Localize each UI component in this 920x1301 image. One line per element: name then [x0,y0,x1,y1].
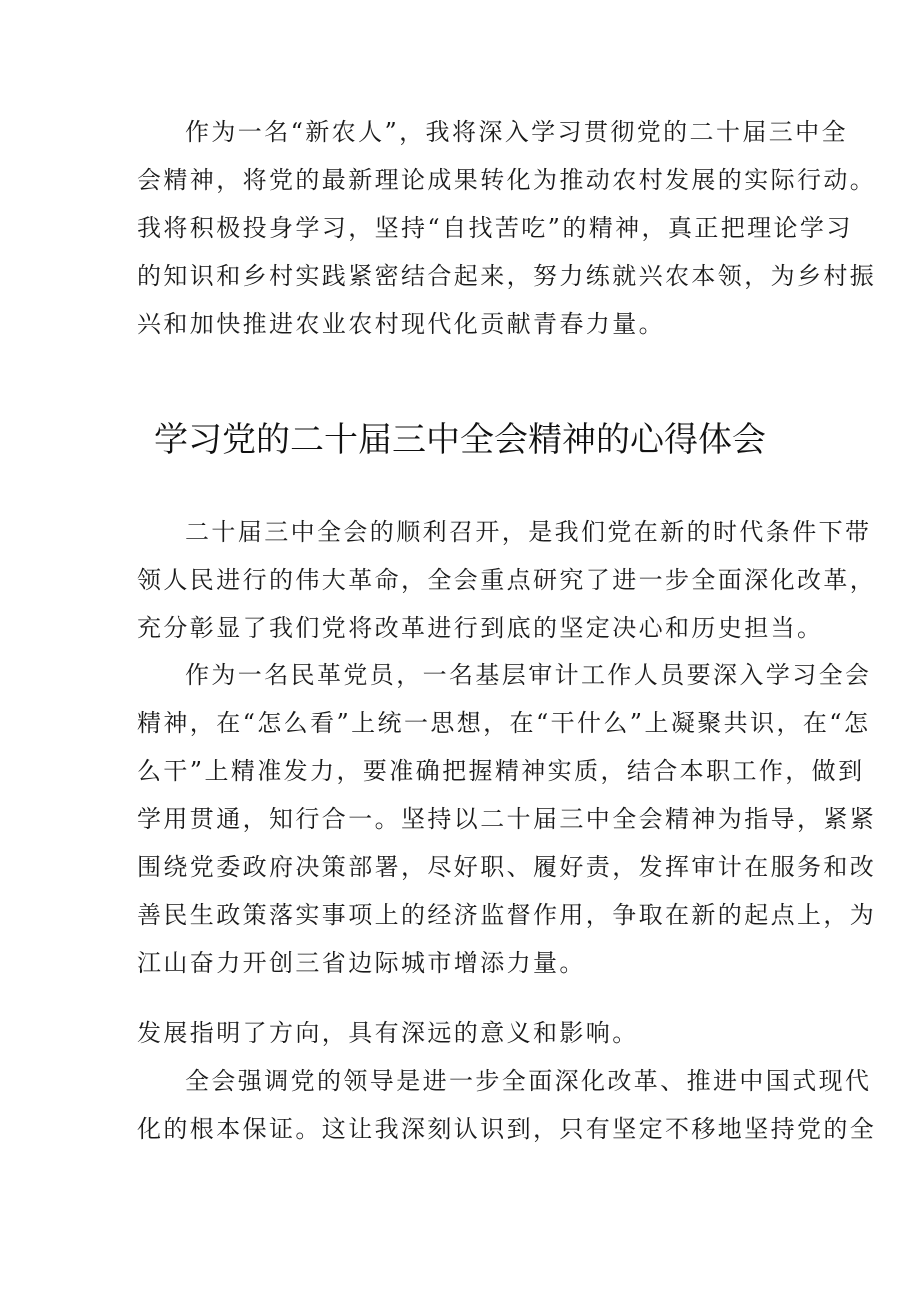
text-line: 围绕党委政府决策部署，尽好职、履好责，发挥审计在服务和改 [137,853,877,881]
text-line: 全会强调党的领导是进一步全面深化改革、推进中国式现代 [185,1067,872,1095]
text-line: 江山奋力开创三省边际城市增添力量。 [137,949,586,977]
text-line: 发展指明了方向，具有深远的意义和影响。 [137,1019,639,1047]
text-line: 会精神，将党的最新理论成果转化为推动农村发展的实际行动。 [137,166,877,194]
text-line: 作为一名“新农人”，我将深入学习贯彻党的二十届三中全 [185,118,848,146]
text-line: 充分彰显了我们党将改革进行到底的坚定决心和历史担当。 [137,614,824,642]
text-line: 化的根本保证。这让我深刻认识到，只有坚定不移地坚持党的全 [137,1115,877,1143]
text-line: 善民生政策落实事项上的经济监督作用，争取在新的起点上，为 [137,901,877,929]
text-line: 领人民进行的伟大革命，全会重点研究了进一步全面深化改革， [137,566,877,594]
text-line: 我将积极投身学习，坚持“自找苦吃”的精神，真正把理论学习 [137,214,853,242]
text-line: 么干”上精准发力，要准确把握精神实质，结合本职工作，做到 [137,757,865,785]
text-line: 二十届三中全会的顺利召开，是我们党在新的时代条件下带 [185,518,872,546]
text-line: 作为一名民革党员，一名基层审计工作人员要深入学习全会 [185,661,872,689]
text-line: 学用贯通，知行合一。坚持以二十届三中全会精神为指导，紧紧 [137,805,877,833]
document-title: 学习党的二十届三中全会精神的心得体会 [154,420,766,460]
text-line: 精神，在“怎么看”上统一思想，在“干什么”上凝聚共识，在“怎 [137,709,871,737]
text-line: 的知识和乡村实践紧密结合起来，努力练就兴农本领，为乡村振 [137,262,877,290]
text-line: 兴和加快推进农业农村现代化贡献青春力量。 [137,310,665,338]
